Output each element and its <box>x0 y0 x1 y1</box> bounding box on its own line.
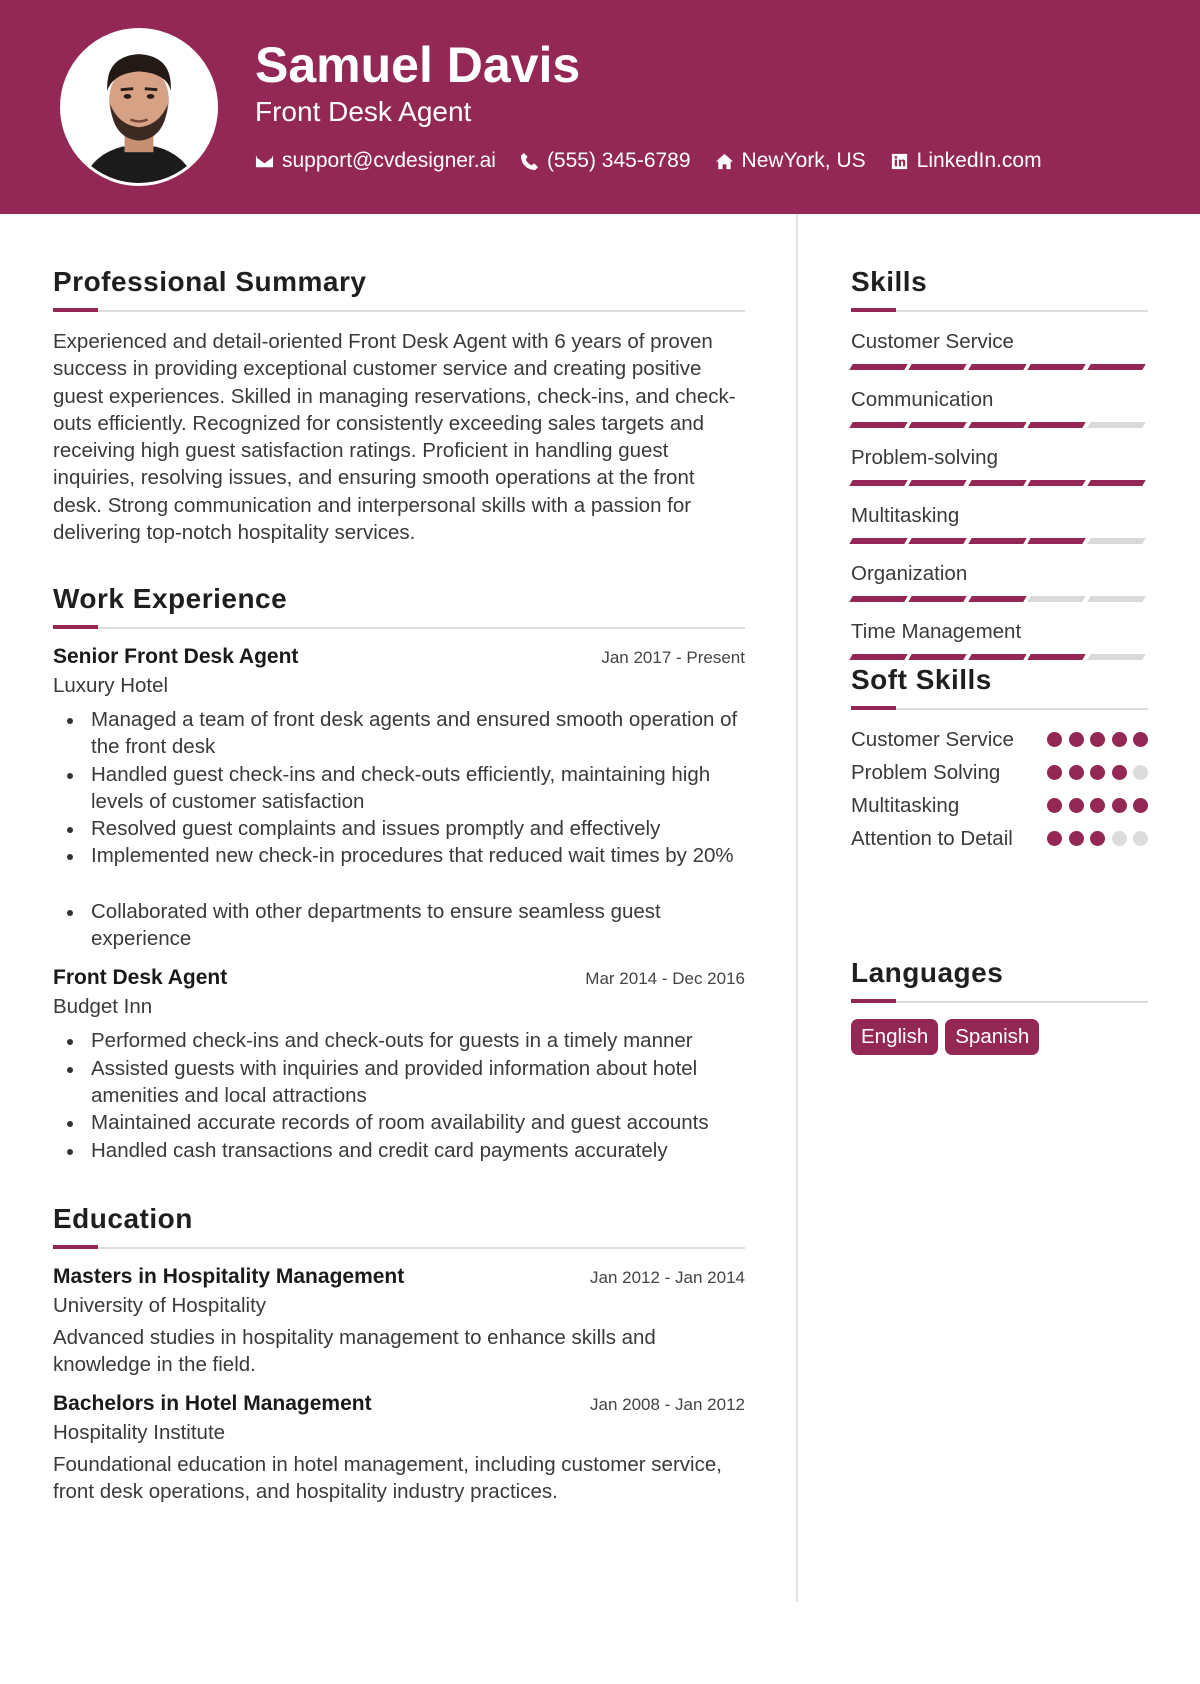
soft-skill-name: Problem Solving <box>851 761 1001 784</box>
skill-level-segment <box>968 422 1026 428</box>
rating-dot <box>1047 798 1062 813</box>
school-name: Hospitality Institute <box>53 1421 226 1444</box>
rating-dot <box>1112 798 1127 813</box>
skill-level-segment <box>968 480 1026 486</box>
rating-dot <box>1069 798 1084 813</box>
list-item: Assisted guests with inquiries and provided information about hotel amenities and local attractions <box>53 1055 745 1110</box>
skill-level-segment <box>968 596 1026 602</box>
list-item: Performed check-ins and check-outs for guests in a timely manner <box>53 1027 745 1054</box>
avatar <box>60 28 218 186</box>
envelope-icon <box>255 152 274 171</box>
skill-level-segment <box>968 538 1026 544</box>
rating-dots <box>1041 732 1149 747</box>
list-item: Resolved guest complaints and issues promptly and effectively <box>53 815 745 842</box>
rating-dot <box>1069 732 1084 747</box>
section-title: Education <box>53 1203 193 1234</box>
job-bullets <box>53 1027 745 1163</box>
skill-level-bar <box>851 538 1148 544</box>
job-date: Jan 2017 - Present <box>601 648 745 667</box>
soft-skills-section <box>851 664 1148 852</box>
rating-dot <box>1133 765 1148 780</box>
summary-text: Experienced and detail-oriented Front Desk Agent with 6 years of proven success in providing exceptional customer service and creating positive guest experiences. Skilled in managing reservations, check-ins, and check-outs efficiently. Recognized for consistently exceeding sales targets and receiving high guest satisfaction ratings. Proficient in handling guest inquiries, resolving issues, and ensuring smooth operations at the front desk. Strong communication and interpersonal skills with a passion for delivering top-notch hospitality services. <box>53 330 736 545</box>
rating-dot <box>1090 732 1105 747</box>
skill-level-segment <box>1087 480 1145 486</box>
list-item: Handled guest check-ins and check-outs efficiently, maintaining high levels of customer satisfaction <box>53 761 745 816</box>
contact-email[interactable] <box>255 149 496 173</box>
profile-photo <box>63 31 215 183</box>
section-divider <box>851 1001 1148 1003</box>
soft-skill-name: Multitasking <box>851 794 960 817</box>
languages-section <box>851 957 1148 1055</box>
skill-level-segment <box>1087 364 1145 370</box>
section-title: Skills <box>851 266 928 297</box>
skill-name: Multitasking <box>851 504 960 527</box>
rating-dot <box>1133 831 1148 846</box>
job-title: Senior Front Desk Agent <box>53 645 299 668</box>
section-divider <box>53 627 745 629</box>
rating-dot <box>1112 732 1127 747</box>
skill-level-bar <box>851 480 1148 486</box>
rating-dot <box>1112 831 1127 846</box>
contact-phone[interactable] <box>520 149 691 173</box>
skill-level-bar <box>851 422 1148 428</box>
school-name: University of Hospitality <box>53 1294 267 1317</box>
skill-level-segment <box>968 364 1026 370</box>
list-item: Managed a team of front desk agents and ensured smooth operation of the front desk <box>53 706 745 761</box>
rating-dot <box>1090 831 1105 846</box>
skill-level-segment <box>1087 538 1145 544</box>
language-badge: English <box>851 1019 938 1055</box>
education-entry <box>53 1265 745 1378</box>
list-item: Handled cash transactions and credit card payments accurately <box>53 1137 745 1164</box>
skill-item <box>851 618 1148 660</box>
rating-dot <box>1047 831 1062 846</box>
soft-skill-item <box>851 759 1148 786</box>
job-title: Front Desk Agent <box>53 966 228 990</box>
skill-level-bar <box>851 364 1148 370</box>
degree-title: Masters in Hospitality Management <box>53 1265 405 1288</box>
language-tags <box>851 1019 1148 1055</box>
candidate-name: Samuel Davis <box>255 37 581 93</box>
rating-dot <box>1133 732 1148 747</box>
experience-section <box>53 583 745 1164</box>
skill-name: Communication <box>851 388 994 411</box>
language-badge: Spanish <box>945 1019 1039 1055</box>
contact-linkedin[interactable] <box>890 149 1042 173</box>
skill-level-segment <box>1027 538 1085 544</box>
rating-dot <box>1112 765 1127 780</box>
rating-dot <box>1090 765 1105 780</box>
linkedin-text: LinkedIn.com <box>916 149 1042 172</box>
job-entry <box>53 645 745 952</box>
skill-level-segment <box>1027 422 1085 428</box>
education-date: Jan 2012 - Jan 2014 <box>589 1268 745 1287</box>
skill-level-bar <box>851 596 1148 602</box>
rating-dots <box>1041 831 1149 846</box>
rating-dot <box>1090 798 1105 813</box>
education-entry <box>53 1392 745 1505</box>
skill-level-segment <box>849 364 907 370</box>
soft-skill-name: Attention to Detail <box>851 827 1013 850</box>
section-title: Soft Skills <box>851 664 992 695</box>
soft-skill-item <box>851 825 1148 852</box>
skill-level-segment <box>1087 654 1145 660</box>
soft-skill-name: Customer Service <box>851 728 1014 751</box>
degree-title: Bachelors in Hotel Management <box>53 1392 372 1415</box>
skills-list <box>851 328 1148 660</box>
summary-section <box>53 266 745 546</box>
skill-level-segment <box>1087 422 1145 428</box>
skill-level-segment <box>909 538 967 544</box>
skills-section <box>851 266 1148 660</box>
rating-dot <box>1047 765 1062 780</box>
phone-text: (555) 345-6789 <box>546 149 691 172</box>
section-divider <box>53 310 745 312</box>
skill-name: Problem-solving <box>851 446 998 469</box>
skill-level-segment <box>1027 480 1085 486</box>
education-section <box>53 1203 745 1505</box>
resume-header <box>0 0 1200 214</box>
skill-name: Customer Service <box>851 330 1014 353</box>
rating-dot <box>1069 765 1084 780</box>
skill-level-segment <box>849 596 907 602</box>
skill-item <box>851 328 1148 370</box>
skill-level-segment <box>909 422 967 428</box>
skill-level-bar <box>851 654 1148 660</box>
soft-skill-item <box>851 792 1148 819</box>
section-divider <box>851 310 1148 312</box>
education-description: Advanced studies in hospitality management to enhance skills and knowledge in the field. <box>53 1326 656 1376</box>
job-entry <box>53 966 745 1163</box>
skill-level-segment <box>849 654 907 660</box>
skill-level-segment <box>909 480 967 486</box>
soft-skill-item <box>851 726 1148 753</box>
soft-skills-list <box>851 726 1148 852</box>
skill-level-segment <box>909 654 967 660</box>
job-bullets <box>53 706 745 952</box>
skill-item <box>851 502 1148 544</box>
skill-item <box>851 560 1148 602</box>
section-title: Languages <box>851 957 1004 988</box>
location-text: NewYork, US <box>741 149 866 172</box>
job-date: Mar 2014 - Dec 2016 <box>585 969 745 989</box>
list-item: Maintained accurate records of room availability and guest accounts <box>53 1109 745 1136</box>
skill-name: Organization <box>851 562 968 585</box>
skill-level-segment <box>968 654 1026 660</box>
rating-dot <box>1133 798 1148 813</box>
skill-level-segment <box>909 596 967 602</box>
home-icon <box>715 152 734 171</box>
email-text: support@cvdesigner.ai <box>282 149 496 172</box>
linkedin-icon <box>890 152 909 171</box>
contact-location <box>715 149 866 173</box>
phone-icon <box>520 152 539 171</box>
section-divider <box>53 1247 745 1249</box>
column-divider <box>796 214 798 1602</box>
skill-name: Time Management <box>851 620 1022 643</box>
skill-level-segment <box>849 480 907 486</box>
skill-level-segment <box>1027 596 1085 602</box>
rating-dot <box>1069 831 1084 846</box>
skill-level-segment <box>849 538 907 544</box>
job-company: Luxury Hotel <box>53 674 169 697</box>
skill-level-segment <box>1027 364 1085 370</box>
skill-item <box>851 386 1148 428</box>
job-company: Budget Inn <box>53 995 153 1019</box>
skill-level-segment <box>1087 596 1145 602</box>
rating-dots <box>1041 765 1149 780</box>
list-item: Collaborated with other departments to ensure seamless guest experience <box>53 898 745 953</box>
education-date: Jan 2008 - Jan 2012 <box>589 1395 745 1414</box>
section-title: Work Experience <box>53 583 288 614</box>
skill-level-segment <box>849 422 907 428</box>
skill-level-segment <box>1027 654 1085 660</box>
list-item: Implemented new check-in procedures that reduced wait times by 20% <box>53 842 745 869</box>
rating-dots <box>1041 798 1149 813</box>
section-divider <box>851 708 1148 710</box>
section-title: Professional Summary <box>53 266 367 297</box>
skill-item <box>851 444 1148 486</box>
rating-dot <box>1047 732 1062 747</box>
education-description: Foundational education in hotel management, including customer service, front desk operations, and hospitality industry practices. <box>53 1453 722 1503</box>
candidate-title: Front Desk Agent <box>255 96 472 127</box>
skill-level-segment <box>909 364 967 370</box>
contact-info <box>255 146 1066 176</box>
